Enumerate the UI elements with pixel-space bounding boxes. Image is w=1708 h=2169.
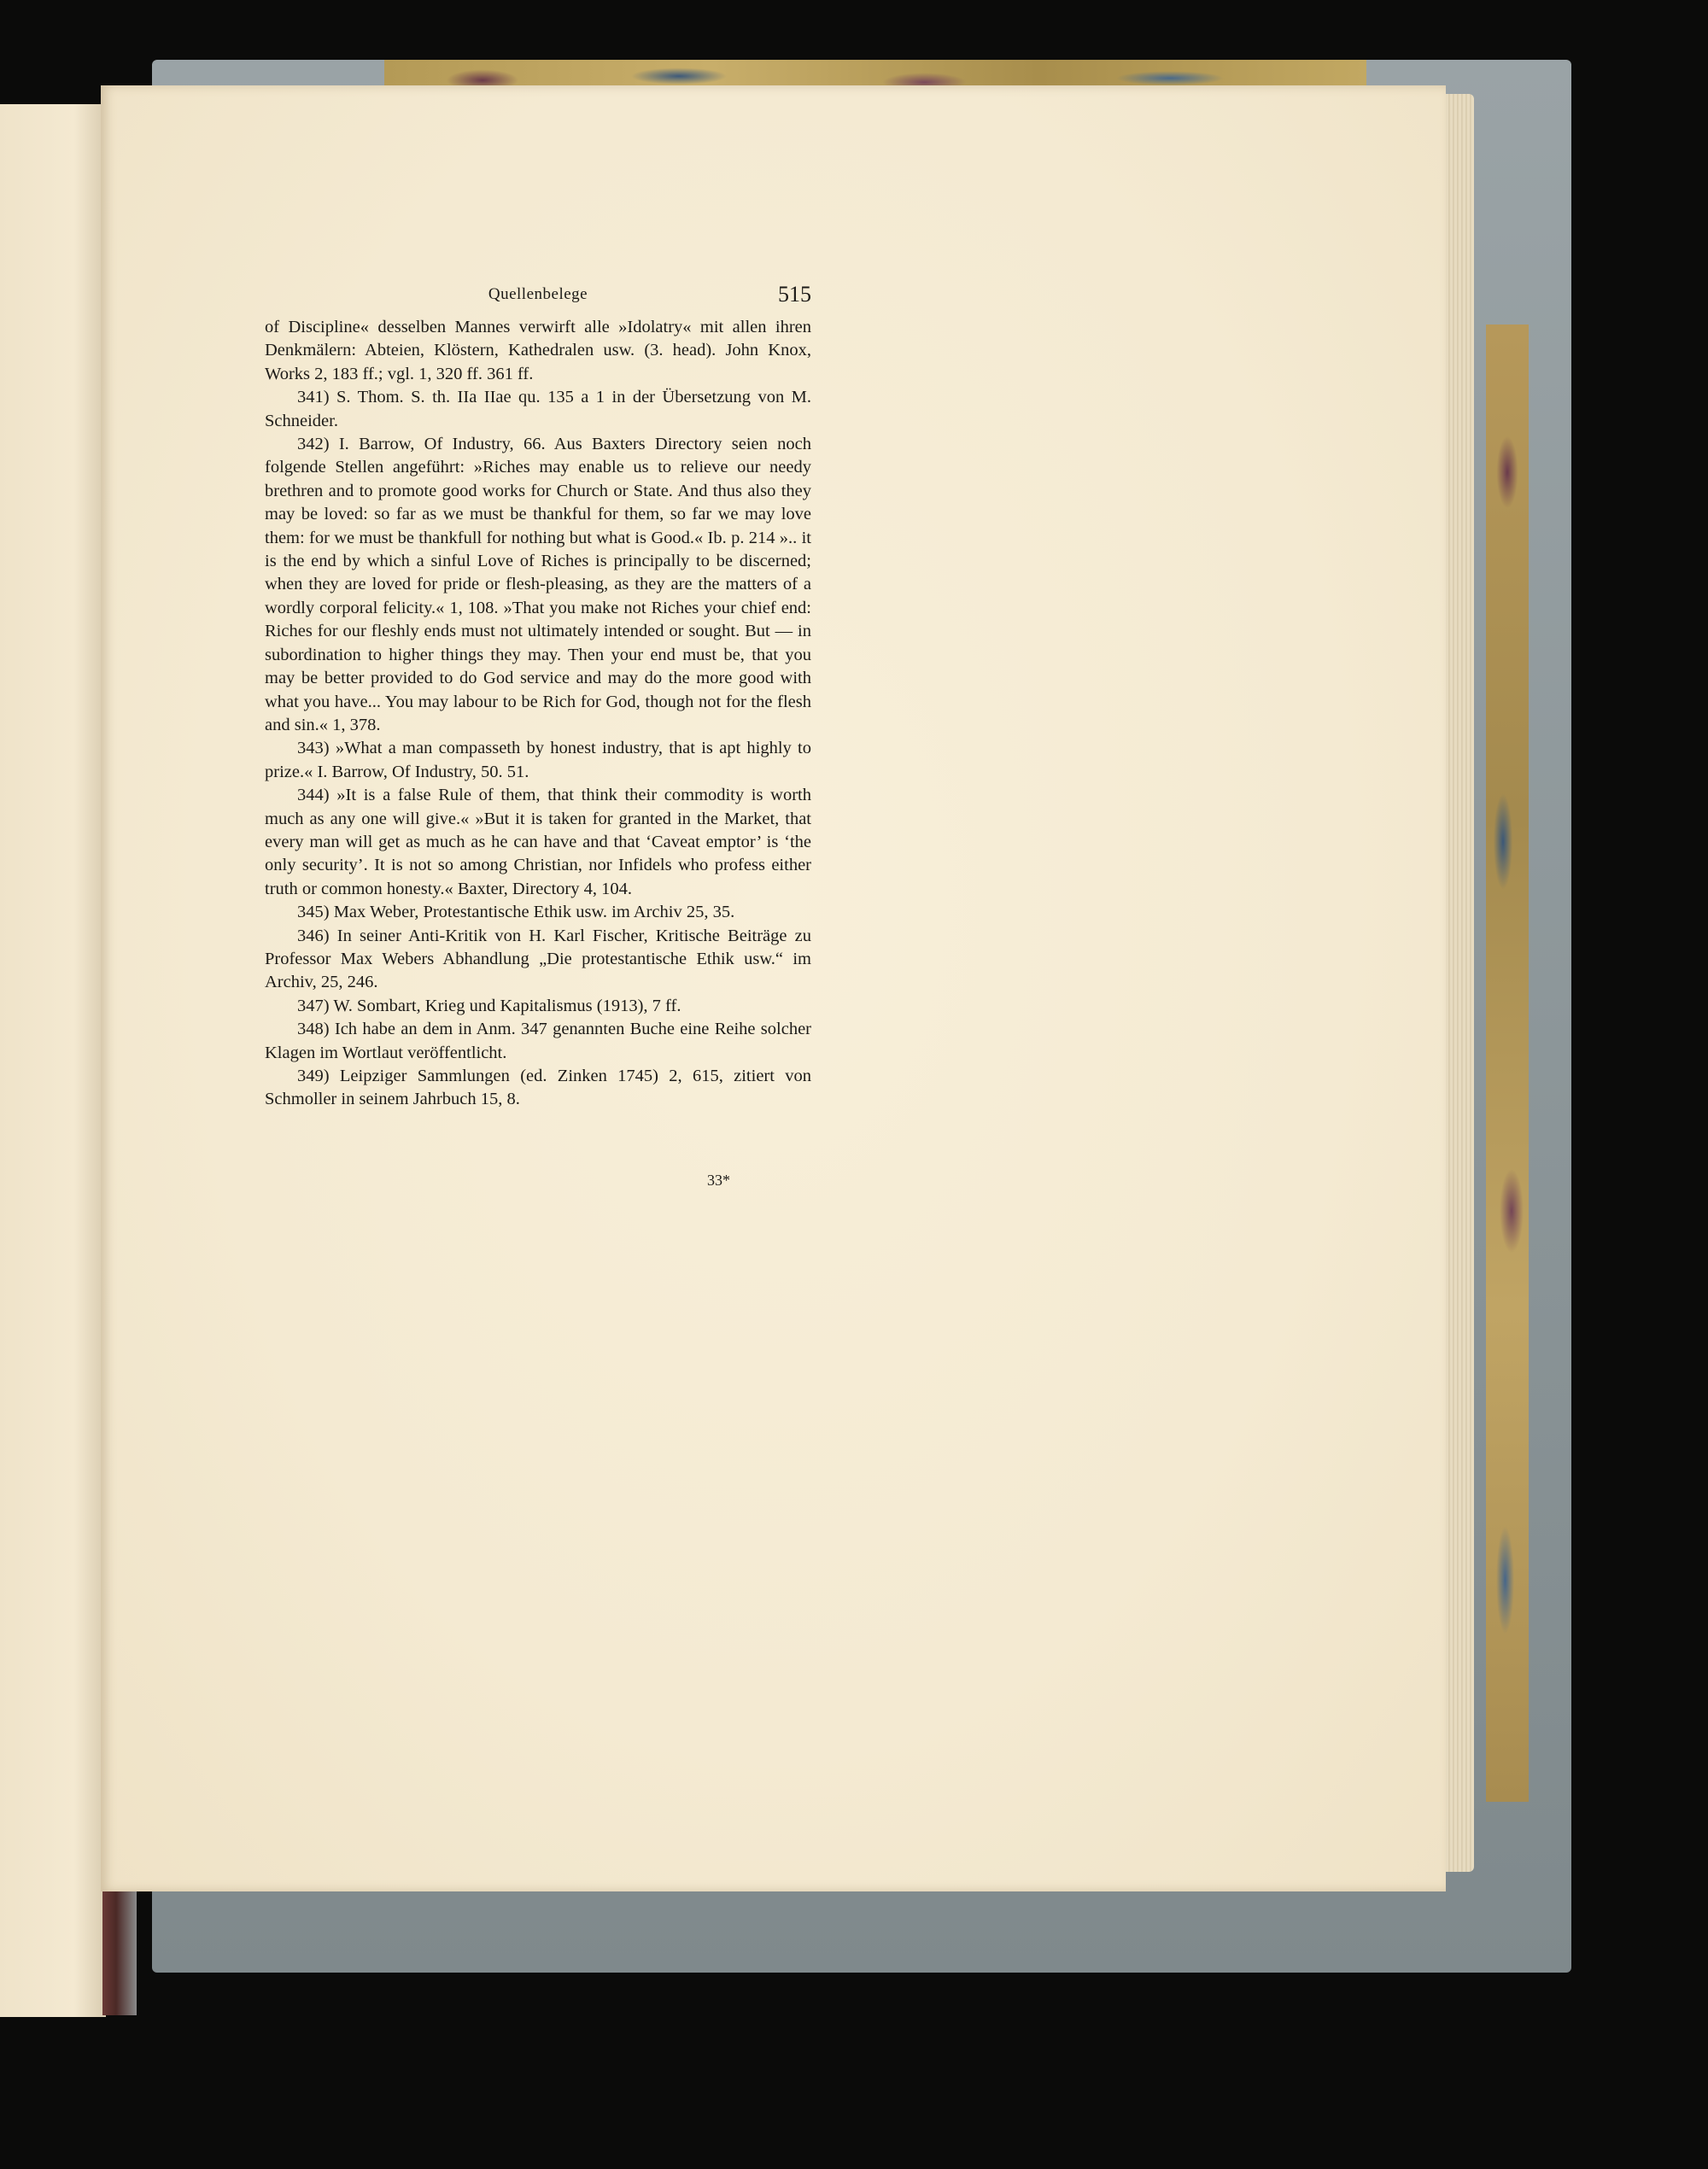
right-page [101, 85, 1446, 1891]
signature-mark: 33* [707, 1172, 730, 1189]
note-344: 344) »It is a false Rule of them, that think their commodity is worth much as any one will give.« »But it is taken for granted in the Market, that every man will get as much as he can have and that ‘Caveat emptor’ is ‘the only security’. It is not so among Christian, nor Infidels who profess either truth or common honesty.« Baxter, Directory 4, 104. [265, 786, 811, 898]
note-348: 348) Ich habe an dem in Anm. 347 genannten Buche eine Reihe solcher Klagen im Wortlaut veröffentlicht. [265, 1020, 811, 1062]
page-header [265, 282, 811, 313]
note-342: 342) I. Barrow, Of Industry, 66. Aus Baxters Directory seien noch folgende Stellen angeführt: »Riches may enable us to relieve our needy brethren and to promote good works for Church or State. And thus also they may be loved: so far as we must be thankful for them, so far we may love them: for we must be thankfull for nothing but what is Good.« Ib. p. 214 ».. it is the end by which a sinful Love of Riches is principally to be discerned; when they are loved for pride or flesh-pleasing, as they are the matters of a wordly corporal felicity.« 1, 108. »That you make not Riches your chief end: Riches for our fleshly ends must not ultimately intended or sought. But — in subordination to higher things they may. Then your end must be, that you may be better provided to do God service and may do the more good with what you have... You may labour to be Rich for God, though not for the flesh and sin.« 1, 378. [265, 435, 811, 734]
footnotes-body [265, 316, 811, 1112]
note-343: 343) »What a man compasseth by honest industry, that is apt highly to prize.« I. Barrow, Of Industry, 50. 51. [265, 739, 811, 781]
note-346: 346) In seiner Anti-Kritik von H. Karl Fischer, Kritische Beiträge zu Professor Max Webers Abhandlung „Die protestantische Ethik usw.“ im Archiv, 25, 246. [265, 926, 811, 992]
paragraph-continuation: of Discipline« desselben Mannes verwirft alle »Idolatry« mit allen ihren Denkmälern: Abteien, Klöstern, Kathedralen usw. (3. head). John Knox, Works 2, 183 ff.; vgl. 1, 320 ff. 361 ff. [265, 318, 811, 383]
note-345: 345) Max Weber, Protestantische Ethik usw. im Archiv 25, 35. [297, 903, 735, 922]
note-349: 349) Leipziger Sammlungen (ed. Zinken 1745) 2, 615, zitiert von Schmoller in seinem Jahrbuch 15, 8. [265, 1067, 811, 1109]
marbled-edge-right [1486, 324, 1529, 1802]
running-head: Quellenbelege [488, 285, 588, 303]
left-page [0, 104, 106, 2017]
page-number: 515 [778, 282, 811, 307]
note-341: 341) S. Thom. S. th. IIa IIae qu. 135 a 1 in der Übersetzung von M. Schneider. [265, 388, 811, 430]
note-347: 347) W. Sombart, Krieg und Kapitalismus (1913), 7 ff. [297, 996, 681, 1015]
